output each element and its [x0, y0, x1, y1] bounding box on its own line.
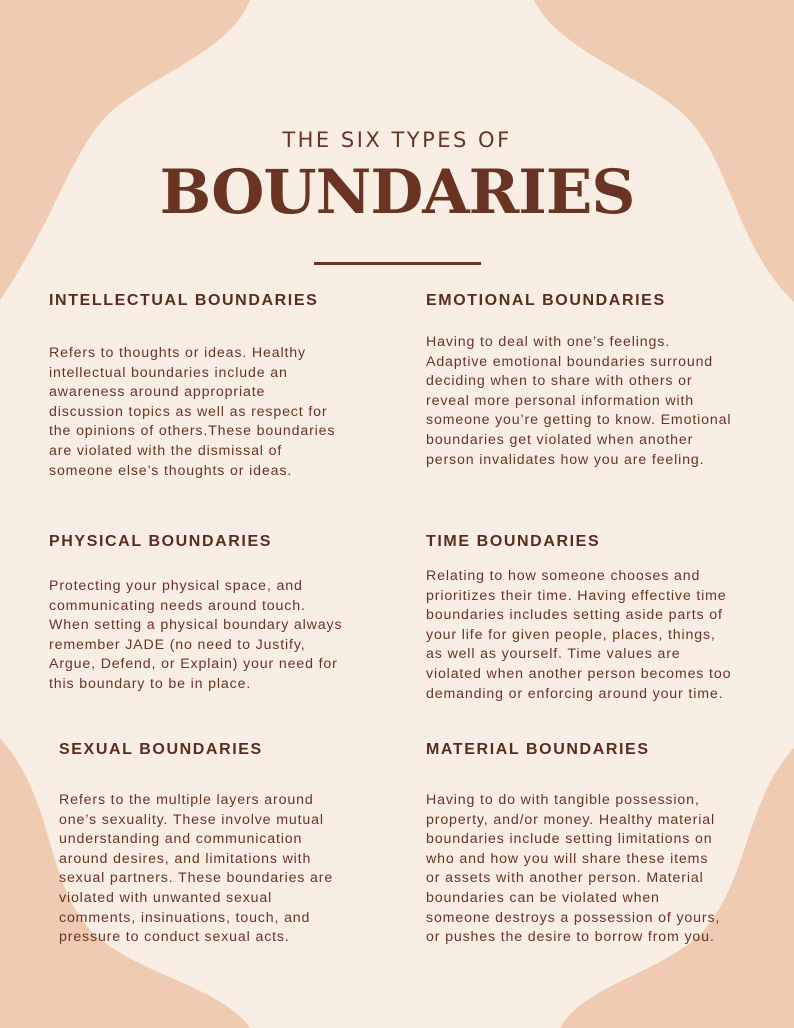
section-heading: TIME BOUNDARIES: [426, 533, 601, 550]
section-body: Having to do with tangible possession, property, and/or money. Healthy material boundaries include setting limitations on who and how you will share these items or assets with another person. Material boundaries can be violated when someone destroys a possession of yours, or pushes the desire to borrow from you.: [426, 792, 721, 946]
section-heading: PHYSICAL BOUNDARIES: [49, 533, 273, 550]
section-body: Having to deal with one’s feelings. Adaptive emotional boundaries surround deciding when to share with others or reveal more personal information with someone you’re getting to know. Emotional boundaries get violated when another person invalidates how you are feeling.: [426, 334, 732, 468]
section-emotional: [426, 292, 736, 470]
section-heading: SEXUAL BOUNDARIES: [59, 741, 263, 758]
section-body: Refers to thoughts or ideas. Healthy intellectual boundaries include an awareness around appropriate discussion topics as well as respect for the opinions of others.These boundaries are violated with the dismissal of someone else’s thoughts or ideas.: [49, 345, 336, 479]
section-heading: EMOTIONAL BOUNDARIES: [426, 292, 666, 309]
section-body: Relating to how someone chooses and prioritizes their time. Having effective time boundaries includes setting aside parts of your life for given people, places, things, as well as yourself. Time values are violated when another person becomes too demanding or enforcing around your time.: [426, 568, 732, 702]
section-heading: INTELLECTUAL BOUNDARIES: [49, 292, 319, 309]
section-time: [426, 533, 736, 704]
section-body: Refers to the multiple layers around one’s sexuality. These involve mutual understanding and communication around desires, and limitations with sexual partners. These boundaries are violated with unwanted sexual comments, insinuations, touch, and pressure to conduct sexual acts.: [59, 792, 334, 946]
section-body: Protecting your physical space, and communicating needs around touch. When setting a physical boundary always remember JADE (no need to Justify, Argue, Defend, or Explain) your need for this boundary to be in place.: [49, 578, 343, 692]
section-sexual: [59, 741, 339, 948]
page-subtitle: THE SIX TYPES OF: [282, 128, 512, 152]
title-divider: [314, 262, 481, 265]
section-physical: [49, 533, 349, 695]
page-title: BOUNDARIES: [159, 157, 635, 228]
section-intellectual: [49, 292, 339, 481]
section-material: [426, 741, 726, 948]
section-heading: MATERIAL BOUNDARIES: [426, 741, 650, 758]
